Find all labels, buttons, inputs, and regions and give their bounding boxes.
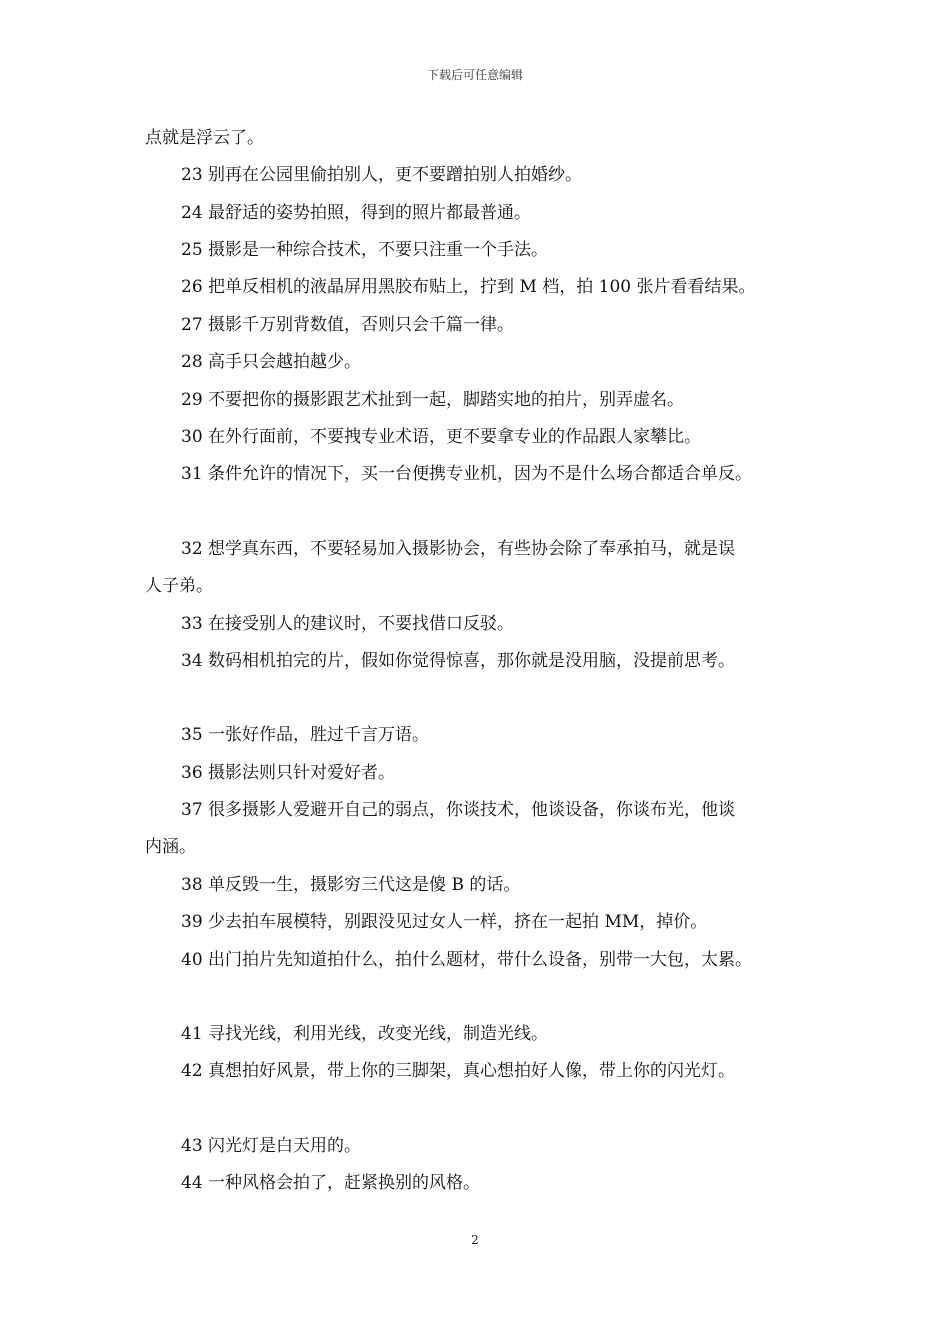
text-line: 37 很多摄影人爱避开自己的弱点，你谈技术，他谈设备，你谈布光，他谈	[181, 800, 736, 820]
page-number: 2	[471, 1233, 479, 1247]
text-line: 32 想学真东西，不要轻易加入摄影协会，有些协会除了奉承拍马，就是误	[181, 539, 736, 559]
text-line: 27 摄影千万别背数值，否则只会千篇一律。	[181, 315, 515, 335]
text-line: 35 一张好作品，胜过千言万语。	[181, 725, 430, 745]
text-line: 36 摄影法则只针对爱好者。	[181, 763, 396, 783]
text-line: 44 一种风格会拍了，赶紧换别的风格。	[181, 1173, 481, 1193]
text-line: 38 单反毁一生，摄影穷三代这是傻 B 的话。	[181, 875, 521, 895]
text-line: 24 最舒适的姿势拍照，得到的照片都最普通。	[181, 203, 532, 223]
text-line: 25 摄影是一种综合技术，不要只注重一个手法。	[181, 240, 549, 260]
text-line: 31 条件允许的情况下，买一台便携专业机，因为不是什么场合都适合单反。	[181, 464, 753, 484]
text-line: 内涵。	[145, 837, 196, 857]
text-line: 40 出门拍片先知道拍什么，拍什么题材，带什么设备，别带一大包，太累。	[181, 950, 753, 970]
text-line: 43 闪光灯是白天用的。	[181, 1136, 362, 1156]
text-line: 28 高手只会越拍越少。	[181, 352, 362, 372]
text-line: 23 别再在公园里偷拍别人，更不要蹭拍别人拍婚纱。	[181, 165, 583, 185]
text-line: 点就是浮云了。	[145, 128, 264, 148]
text-line: 41 寻找光线，利用光线，改变光线，制造光线。	[181, 1024, 549, 1044]
text-line: 42 真想拍好风景，带上你的三脚架，真心想拍好人像，带上你的闪光灯。	[181, 1061, 736, 1081]
text-line: 26 把单反相机的液晶屏用黑胶布贴上，拧到 M 档，拍 100 张片看看结果。	[181, 277, 756, 297]
text-line: 34 数码相机拍完的片，假如你觉得惊喜，那你就是没用脑，没提前思考。	[181, 651, 736, 671]
text-line: 39 少去拍车展模特，别跟没见过女人一样，挤在一起拍 MM，掉价。	[181, 912, 708, 932]
text-line: 29 不要把你的摄影跟艺术扯到一起，脚踏实地的拍片，别弄虚名。	[181, 390, 685, 410]
text-line: 人子弟。	[145, 576, 213, 596]
text-line: 30 在外行面前，不要拽专业术语，更不要拿专业的作品跟人家攀比。	[181, 427, 702, 447]
page-header: 下载后可任意编辑	[426, 68, 523, 82]
text-line: 33 在接受别人的建议时，不要找借口反驳。	[181, 614, 515, 634]
